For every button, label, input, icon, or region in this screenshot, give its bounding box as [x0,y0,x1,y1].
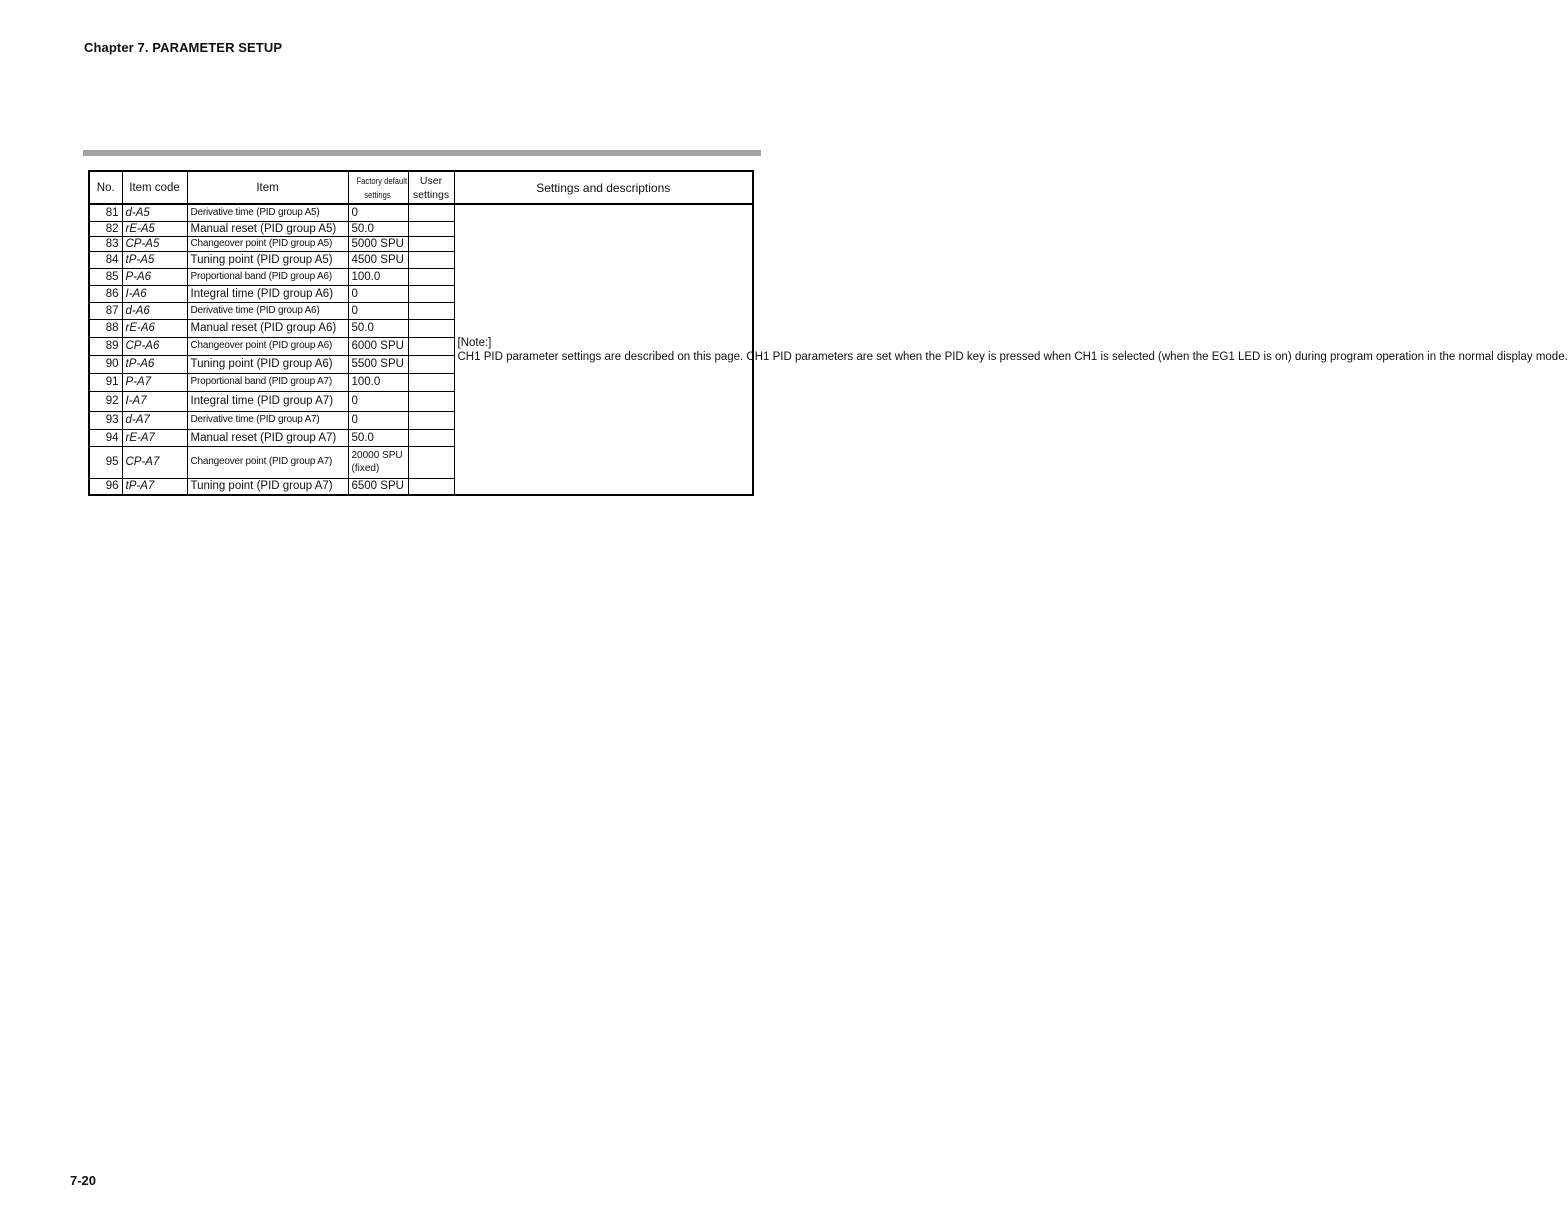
user-setting-cell[interactable] [408,251,454,268]
user-setting-cell[interactable] [408,355,454,373]
row-number: 94 [89,429,122,446]
item-code: P-A6 [122,268,187,285]
item-name: Manual reset (PID group A7) [187,429,348,446]
table-row [89,204,753,221]
item-code: tP-A6 [122,355,187,373]
col-header-settings: Settings and descriptions [454,171,753,204]
item-code: rE-A6 [122,319,187,337]
note-title: [Note:] [457,336,492,349]
item-code: CP-A6 [122,337,187,355]
parameter-table [88,170,1568,496]
item-code: tP-A7 [122,478,187,495]
item-name: Changeover point (PID group A6) [187,337,348,355]
factory-default-value: 0 [348,204,408,221]
row-number: 89 [89,337,122,355]
row-number: 81 [89,204,122,221]
item-code: P-A7 [122,373,187,391]
user-setting-cell[interactable] [408,204,454,221]
factory-default-value: 20000 SPU (fixed) [348,446,408,478]
factory-default-value: 0 [348,391,408,411]
settings-description [454,204,1568,495]
factory-default-value: 100.0 [348,373,408,391]
item-code: tP-A5 [122,251,187,268]
item-name: Changeover point (PID group A7) [187,446,348,478]
table-header-row [89,171,753,204]
row-number: 92 [89,391,122,411]
item-name: Derivative time (PID group A5) [187,204,348,221]
item-name: Derivative time (PID group A7) [187,411,348,429]
item-code: d-A5 [122,204,187,221]
user-setting-cell[interactable] [408,446,454,478]
item-name: Tuning point (PID group A5) [187,251,348,268]
col-header-item-code: Item code [122,171,187,204]
user-setting-cell[interactable] [408,221,454,236]
col-header-user-settings [408,171,454,204]
factory-default-value: 4500 SPU [348,251,408,268]
row-number: 91 [89,373,122,391]
user-setting-cell[interactable] [408,429,454,446]
item-code: I-A7 [122,391,187,411]
item-name: Tuning point (PID group A6) [187,355,348,373]
factory-default-value: 0 [348,302,408,319]
row-number: 85 [89,268,122,285]
user-setting-cell[interactable] [408,478,454,495]
note-text: CH1 PID parameter settings are described on this page. CH1 PID parameters are set when the PID key is pressed when CH1 is selected (when the EG1 LED is on) during program operation in the normal display mode. [457,350,1568,363]
user-setting-cell[interactable] [408,391,454,411]
user-setting-cell[interactable] [408,268,454,285]
user-header-line1: User [419,174,443,187]
chapter-title: Chapter 7. PARAMETER SETUP [84,40,283,55]
row-number: 96 [89,478,122,495]
user-setting-cell[interactable] [408,285,454,302]
item-name: Proportional band (PID group A7) [187,373,348,391]
item-name: Changeover point (PID group A5) [187,236,348,251]
item-code: rE-A7 [122,429,187,446]
row-number: 88 [89,319,122,337]
factory-header-line1: Factory default [355,175,407,186]
item-name: Derivative time (PID group A6) [187,302,348,319]
factory-default-value: 5500 SPU [348,355,408,373]
factory-default-value: 50.0 [348,221,408,236]
item-code: I-A6 [122,285,187,302]
col-header-factory-default [348,171,408,204]
section-divider [83,150,761,156]
user-setting-cell[interactable] [408,411,454,429]
page-number: 7-20 [70,1173,97,1188]
row-number: 90 [89,355,122,373]
item-code: CP-A7 [122,446,187,478]
factory-default-value: 5000 SPU [348,236,408,251]
user-header-line2: settings [412,188,450,201]
item-name: Integral time (PID group A7) [187,391,348,411]
factory-header-line2: settings [364,189,392,200]
item-code: d-A6 [122,302,187,319]
item-name: Proportional band (PID group A6) [187,268,348,285]
factory-default-value: 0 [348,411,408,429]
row-number: 87 [89,302,122,319]
user-setting-cell[interactable] [408,236,454,251]
factory-default-value: 0 [348,285,408,302]
row-number: 84 [89,251,122,268]
row-number: 82 [89,221,122,236]
item-name: Manual reset (PID group A6) [187,319,348,337]
item-name: Tuning point (PID group A7) [187,478,348,495]
col-header-item-label: Item [256,181,279,194]
user-setting-cell[interactable] [408,302,454,319]
factory-default-value: 6500 SPU [348,478,408,495]
factory-default-value: 50.0 [348,319,408,337]
item-code: CP-A5 [122,236,187,251]
factory-default-value: 100.0 [348,268,408,285]
item-code: rE-A5 [122,221,187,236]
row-number: 93 [89,411,122,429]
item-code: d-A7 [122,411,187,429]
item-name: Integral time (PID group A6) [187,285,348,302]
user-setting-cell[interactable] [408,319,454,337]
user-setting-cell[interactable] [408,337,454,355]
factory-default-value: 6000 SPU [348,337,408,355]
factory-default-value: 50.0 [348,429,408,446]
col-header-no: No. [89,171,122,204]
row-number: 83 [89,236,122,251]
item-name: Manual reset (PID group A5) [187,221,348,236]
col-header-item [187,171,348,204]
row-number: 86 [89,285,122,302]
user-setting-cell[interactable] [408,373,454,391]
row-number: 95 [89,446,122,478]
